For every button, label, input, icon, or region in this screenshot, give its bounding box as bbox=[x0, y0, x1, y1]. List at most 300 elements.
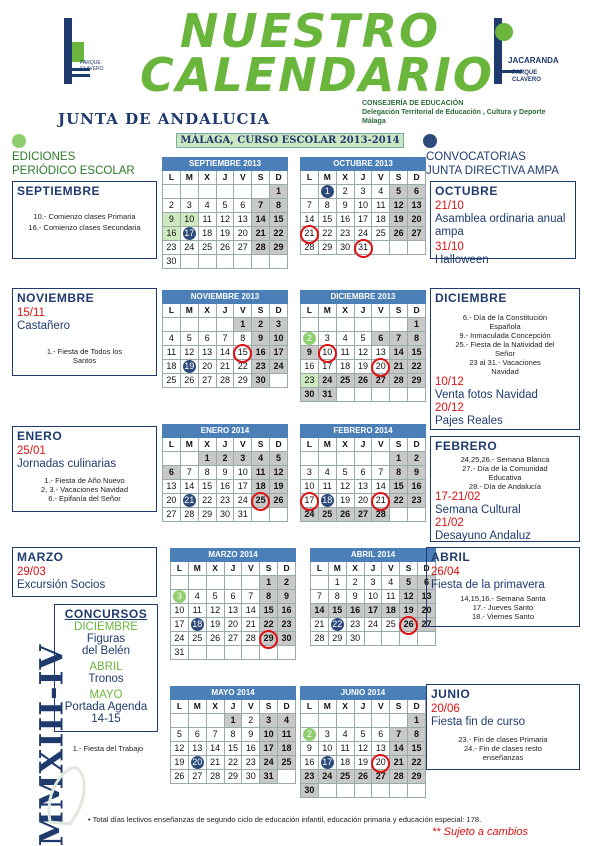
weekday-header: X bbox=[336, 304, 354, 318]
box-junio bbox=[426, 684, 580, 770]
legend-right bbox=[426, 150, 559, 178]
empty-cell bbox=[336, 388, 354, 402]
weekday-header: X bbox=[336, 171, 354, 185]
day-cell: 11 bbox=[336, 346, 354, 360]
calendar-month bbox=[170, 548, 296, 661]
day-cell: 29 bbox=[328, 632, 346, 646]
day-cell: 20 bbox=[234, 227, 252, 241]
course-banner: MÁLAGA, CURSO ESCOLAR 2013-2014 bbox=[176, 133, 404, 148]
day-cell: 17 bbox=[318, 360, 336, 374]
day-cell: 20 bbox=[408, 213, 426, 227]
empty-cell bbox=[354, 784, 372, 798]
month-name: MAYO 2014 bbox=[171, 687, 296, 700]
day-cell: 19 bbox=[354, 756, 372, 770]
weekday-header: D bbox=[408, 171, 426, 185]
day-cell: 1 bbox=[198, 452, 216, 466]
day-cell: 2 bbox=[252, 318, 270, 332]
day-cell: 8 bbox=[234, 332, 252, 346]
day-cell: 30 bbox=[336, 241, 354, 255]
event-text: Fiesta fin de curso bbox=[431, 716, 525, 728]
day-cell: 25 bbox=[318, 508, 336, 522]
day-cell: 2 bbox=[163, 199, 181, 213]
calendar-month bbox=[300, 157, 426, 270]
box-item: 17.- Jueves Santo bbox=[472, 603, 534, 612]
empty-cell bbox=[301, 185, 319, 199]
day-cell: 6 bbox=[234, 199, 252, 213]
day-cell: 30 bbox=[278, 632, 296, 646]
empty-cell bbox=[372, 318, 390, 332]
weekday-header: S bbox=[390, 700, 408, 714]
box-diciembre bbox=[430, 288, 580, 430]
day-cell: 23 bbox=[346, 618, 364, 632]
day-cell: 24 bbox=[364, 618, 382, 632]
day-cell: 3 bbox=[260, 714, 278, 728]
day-cell: 25 bbox=[198, 241, 216, 255]
day-cell: 17 bbox=[260, 742, 278, 756]
day-cell: 2 bbox=[216, 452, 234, 466]
event-text: Desayuno Andaluz bbox=[435, 530, 531, 542]
day-cell: 28 bbox=[311, 632, 329, 646]
empty-cell bbox=[278, 770, 296, 784]
day-cell: 12 bbox=[354, 742, 372, 756]
day-cell: 10 bbox=[260, 728, 278, 742]
box-marzo bbox=[12, 547, 157, 597]
empty-cell bbox=[408, 784, 426, 798]
day-cell: 14 bbox=[242, 604, 260, 618]
day-cell: 3 bbox=[270, 318, 288, 332]
calendar-month bbox=[300, 424, 426, 537]
day-cell: 14 bbox=[372, 480, 390, 494]
day-cell: 20 bbox=[224, 618, 242, 632]
day-cell: 21 bbox=[372, 494, 390, 508]
day-cell: 17 bbox=[270, 346, 288, 360]
event-date: 15/11 bbox=[17, 307, 45, 319]
legend-left-line: EDICIONES bbox=[12, 151, 76, 163]
mayo-item: 1.- Fiesta del Trabajo bbox=[72, 744, 144, 753]
day-cell: 28 bbox=[252, 241, 270, 255]
day-cell: 1 bbox=[408, 714, 426, 728]
day-cell: 23 bbox=[163, 241, 181, 255]
weekday-header: J bbox=[354, 438, 372, 452]
day-cell: 4 bbox=[382, 576, 400, 590]
box-title: SEPTIEMBRE bbox=[17, 184, 101, 198]
day-cell: 1 bbox=[260, 576, 278, 590]
box-title: NOVIEMBRE bbox=[17, 291, 95, 305]
day-cell: 26 bbox=[336, 508, 354, 522]
event-date: 25/01 bbox=[17, 445, 46, 457]
day-cell: 1 bbox=[224, 714, 242, 728]
day-cell: 26 bbox=[354, 770, 372, 784]
box-title: ABRIL bbox=[431, 550, 471, 564]
day-cell: 6 bbox=[163, 466, 181, 480]
day-cell: 4 bbox=[336, 728, 354, 742]
day-cell: 4 bbox=[278, 714, 296, 728]
empty-cell bbox=[390, 241, 408, 255]
day-cell: 16 bbox=[242, 742, 260, 756]
weekday-header: L bbox=[311, 562, 329, 576]
day-cell: 31 bbox=[318, 388, 336, 402]
empty-cell bbox=[336, 318, 354, 332]
day-cell: 27 bbox=[198, 374, 216, 388]
day-cell: 31 bbox=[234, 508, 252, 522]
day-cell: 5 bbox=[400, 576, 418, 590]
day-cell: 5 bbox=[270, 452, 288, 466]
weekday-header: D bbox=[278, 700, 296, 714]
day-cell: 3 bbox=[354, 185, 372, 199]
day-cell: 16 bbox=[301, 756, 319, 770]
day-cell: 7 bbox=[252, 199, 270, 213]
empty-cell bbox=[311, 576, 329, 590]
weekday-header: M bbox=[180, 171, 198, 185]
day-cell: 1 bbox=[390, 452, 408, 466]
day-cell: 2 bbox=[278, 576, 296, 590]
day-cell: 26 bbox=[400, 618, 418, 632]
day-cell: 19 bbox=[180, 360, 198, 374]
day-cell: 12 bbox=[336, 480, 354, 494]
box-item: 27.- Día de la Comunidad Educativa bbox=[462, 464, 548, 482]
day-cell: 9 bbox=[163, 213, 181, 227]
day-cell: 31 bbox=[354, 241, 372, 255]
day-cell: 10 bbox=[364, 590, 382, 604]
empty-cell bbox=[216, 185, 234, 199]
day-cell: 20 bbox=[418, 604, 436, 618]
weekday-header: V bbox=[234, 171, 252, 185]
day-cell: 23 bbox=[301, 374, 319, 388]
empty-cell bbox=[354, 714, 372, 728]
day-cell: 8 bbox=[390, 466, 408, 480]
day-cell: 1 bbox=[318, 185, 336, 199]
day-cell: 3 bbox=[318, 332, 336, 346]
month-name: JUNIO 2014 bbox=[301, 687, 426, 700]
day-cell: 13 bbox=[408, 199, 426, 213]
weekday-header: L bbox=[163, 304, 181, 318]
school-logo-left-text: PARQUE CLAVERO bbox=[80, 60, 104, 72]
weekday-header: J bbox=[216, 304, 234, 318]
concurso-month: MAYO bbox=[89, 689, 123, 701]
box-octubre bbox=[430, 181, 576, 266]
day-cell: 9 bbox=[346, 590, 364, 604]
empty-cell bbox=[408, 388, 426, 402]
day-cell: 21 bbox=[311, 618, 329, 632]
day-cell: 7 bbox=[206, 728, 224, 742]
weekday-header: M bbox=[188, 700, 206, 714]
empty-cell bbox=[198, 255, 216, 269]
weekday-header: V bbox=[372, 171, 390, 185]
day-cell: 8 bbox=[224, 728, 242, 742]
day-cell: 12 bbox=[206, 604, 224, 618]
box-item: 28.- Día de Andalucía bbox=[468, 482, 542, 491]
day-cell: 6 bbox=[372, 728, 390, 742]
event-text: Semana Cultural bbox=[435, 504, 521, 516]
day-cell: 4 bbox=[372, 185, 390, 199]
weekday-header: M bbox=[328, 562, 346, 576]
day-cell: 28 bbox=[390, 770, 408, 784]
day-cell: 9 bbox=[301, 742, 319, 756]
weekday-header: J bbox=[224, 700, 242, 714]
weekday-header: X bbox=[198, 171, 216, 185]
day-cell: 4 bbox=[252, 452, 270, 466]
day-cell: 15 bbox=[408, 346, 426, 360]
day-cell: 13 bbox=[418, 590, 436, 604]
day-cell: 19 bbox=[206, 618, 224, 632]
box-noviembre bbox=[12, 288, 157, 376]
weekday-header: L bbox=[301, 700, 319, 714]
weekday-header: S bbox=[390, 304, 408, 318]
weekday-header: L bbox=[163, 438, 181, 452]
ampa-logo-right bbox=[488, 14, 559, 92]
day-cell: 9 bbox=[216, 466, 234, 480]
box-item: 24.- Fin de clases resto enseñanzas bbox=[464, 744, 542, 762]
day-cell: 7 bbox=[390, 332, 408, 346]
empty-cell bbox=[372, 388, 390, 402]
day-cell: 26 bbox=[216, 241, 234, 255]
day-cell: 28 bbox=[206, 770, 224, 784]
day-cell: 7 bbox=[242, 590, 260, 604]
concurso-text: Figuras bbox=[86, 633, 126, 645]
day-cell: 5 bbox=[390, 185, 408, 199]
weekday-header: L bbox=[301, 304, 319, 318]
day-cell: 6 bbox=[224, 590, 242, 604]
concurso-month: DICIEMBRE bbox=[74, 621, 138, 633]
legend-right-line: CONVOCATORIAS bbox=[426, 151, 526, 163]
day-cell: 10 bbox=[354, 199, 372, 213]
weekday-header: S bbox=[390, 438, 408, 452]
calendar-month bbox=[162, 157, 288, 270]
day-cell: 30 bbox=[301, 784, 319, 798]
day-cell: 25 bbox=[163, 374, 181, 388]
empty-cell bbox=[390, 318, 408, 332]
day-cell: 2 bbox=[346, 576, 364, 590]
weekday-header: J bbox=[216, 438, 234, 452]
day-cell: 5 bbox=[216, 199, 234, 213]
weekday-header: V bbox=[234, 438, 252, 452]
day-cell: 18 bbox=[198, 227, 216, 241]
weekday-header: L bbox=[171, 562, 189, 576]
event-date: 21/02 bbox=[435, 517, 464, 529]
day-cell: 9 bbox=[278, 590, 296, 604]
empty-cell bbox=[408, 508, 426, 522]
day-cell: 27 bbox=[163, 508, 181, 522]
weekday-header: D bbox=[418, 562, 436, 576]
empty-cell bbox=[234, 185, 252, 199]
day-cell: 16 bbox=[336, 213, 354, 227]
day-cell: 30 bbox=[163, 255, 181, 269]
day-cell: 27 bbox=[408, 227, 426, 241]
consejeria bbox=[362, 99, 545, 126]
day-cell: 22 bbox=[224, 756, 242, 770]
month-name: OCTUBRE 2013 bbox=[301, 158, 426, 171]
month-name: SEPTIEMBRE 2013 bbox=[163, 158, 288, 171]
day-cell: 27 bbox=[418, 618, 436, 632]
empty-cell bbox=[252, 255, 270, 269]
empty-cell bbox=[206, 646, 224, 660]
day-cell: 18 bbox=[336, 360, 354, 374]
weekday-header: J bbox=[354, 700, 372, 714]
box-title: DICIEMBRE bbox=[435, 291, 507, 305]
day-cell: 25 bbox=[372, 227, 390, 241]
day-cell: 18 bbox=[382, 604, 400, 618]
weekday-header: S bbox=[252, 304, 270, 318]
day-cell: 5 bbox=[354, 728, 372, 742]
event-text: Venta fotos Navidad bbox=[435, 389, 538, 401]
day-cell: 22 bbox=[328, 618, 346, 632]
day-cell: 25 bbox=[336, 770, 354, 784]
empty-cell bbox=[318, 452, 336, 466]
day-cell: 11 bbox=[278, 728, 296, 742]
day-cell: 23 bbox=[408, 494, 426, 508]
empty-cell bbox=[372, 784, 390, 798]
day-cell: 11 bbox=[252, 466, 270, 480]
day-cell: 9 bbox=[336, 199, 354, 213]
weekday-header: L bbox=[163, 171, 181, 185]
day-cell: 18 bbox=[163, 360, 181, 374]
day-cell: 21 bbox=[390, 360, 408, 374]
green-dot-icon bbox=[12, 134, 26, 148]
box-item: 2, 3.- Vacaciones Navidad bbox=[41, 485, 128, 494]
empty-cell bbox=[171, 576, 189, 590]
weekday-header: S bbox=[390, 171, 408, 185]
ampa-logo-text-2: PARQUE bbox=[512, 70, 538, 76]
day-cell: 11 bbox=[382, 590, 400, 604]
box-title: ENERO bbox=[17, 429, 63, 443]
concurso-text: Tronos bbox=[88, 673, 124, 685]
day-cell: 4 bbox=[163, 332, 181, 346]
empty-cell bbox=[390, 388, 408, 402]
weekday-header: V bbox=[372, 700, 390, 714]
day-cell: 29 bbox=[234, 374, 252, 388]
day-cell: 3 bbox=[171, 590, 189, 604]
empty-cell bbox=[372, 714, 390, 728]
day-cell: 5 bbox=[354, 332, 372, 346]
day-cell: 17 bbox=[234, 480, 252, 494]
box-item: 25.- Fiesta de la Natividad del Señor bbox=[455, 340, 555, 358]
day-cell: 21 bbox=[206, 756, 224, 770]
empty-cell bbox=[336, 452, 354, 466]
box-abril bbox=[426, 547, 580, 627]
day-cell: 21 bbox=[180, 494, 198, 508]
day-cell: 18 bbox=[372, 213, 390, 227]
event-date: 26/04 bbox=[431, 566, 460, 578]
day-cell: 11 bbox=[188, 604, 206, 618]
day-cell: 30 bbox=[301, 388, 319, 402]
empty-cell bbox=[278, 646, 296, 660]
empty-cell bbox=[242, 646, 260, 660]
weekday-header: V bbox=[234, 304, 252, 318]
day-cell: 23 bbox=[301, 770, 319, 784]
weekday-header: X bbox=[198, 304, 216, 318]
weekday-header: S bbox=[260, 562, 278, 576]
day-cell: 31 bbox=[260, 770, 278, 784]
day-cell: 16 bbox=[216, 480, 234, 494]
weekday-header: J bbox=[354, 304, 372, 318]
weekday-header: S bbox=[252, 171, 270, 185]
box-item: 1.- Fiesta de Todos los Santos bbox=[46, 347, 123, 365]
day-cell: 26 bbox=[390, 227, 408, 241]
weekday-header: D bbox=[408, 700, 426, 714]
day-cell: 18 bbox=[278, 742, 296, 756]
calendar-month bbox=[300, 686, 426, 799]
day-cell: 21 bbox=[242, 618, 260, 632]
event-date: 10/12 bbox=[435, 376, 464, 388]
day-cell: 16 bbox=[163, 227, 181, 241]
empty-cell bbox=[372, 241, 390, 255]
day-cell: 11 bbox=[318, 480, 336, 494]
day-cell: 15 bbox=[260, 604, 278, 618]
month-name: ABRIL 2014 bbox=[311, 549, 436, 562]
day-cell: 18 bbox=[188, 618, 206, 632]
empty-cell bbox=[354, 452, 372, 466]
day-cell: 6 bbox=[188, 728, 206, 742]
weekday-header: S bbox=[252, 438, 270, 452]
box-item: 10.- Comienzo clases Primaria bbox=[33, 212, 136, 221]
day-cell: 11 bbox=[163, 346, 181, 360]
day-cell: 12 bbox=[354, 346, 372, 360]
day-cell: 14 bbox=[180, 480, 198, 494]
day-cell: 28 bbox=[216, 374, 234, 388]
day-cell: 29 bbox=[408, 374, 426, 388]
box-title: OCTUBRE bbox=[435, 184, 498, 198]
day-cell: 25 bbox=[252, 494, 270, 508]
day-cell: 9 bbox=[301, 346, 319, 360]
weekday-header: X bbox=[206, 700, 224, 714]
empty-cell bbox=[188, 646, 206, 660]
weekday-header: L bbox=[301, 438, 319, 452]
empty-cell bbox=[390, 508, 408, 522]
day-cell: 8 bbox=[318, 199, 336, 213]
day-cell: 28 bbox=[180, 508, 198, 522]
day-cell: 21 bbox=[301, 227, 319, 241]
box-item: 16.- Comienzo clases Secundaria bbox=[28, 223, 141, 232]
concurso-text: Portada Agenda bbox=[64, 701, 148, 713]
empty-cell bbox=[354, 318, 372, 332]
calendar-month bbox=[162, 424, 288, 537]
day-cell: 20 bbox=[188, 756, 206, 770]
legend-left bbox=[12, 150, 135, 178]
day-cell: 28 bbox=[372, 508, 390, 522]
day-cell: 25 bbox=[278, 756, 296, 770]
day-cell: 10 bbox=[301, 480, 319, 494]
day-cell: 6 bbox=[372, 332, 390, 346]
day-cell: 30 bbox=[216, 508, 234, 522]
day-cell: 30 bbox=[346, 632, 364, 646]
empty-cell bbox=[163, 452, 181, 466]
day-cell: 4 bbox=[198, 199, 216, 213]
empty-cell bbox=[354, 388, 372, 402]
day-cell: 22 bbox=[270, 227, 288, 241]
day-cell: 26 bbox=[206, 632, 224, 646]
day-cell: 29 bbox=[224, 770, 242, 784]
day-cell: 29 bbox=[270, 241, 288, 255]
junta-label: JUNTA DE ANDALUCIA bbox=[58, 110, 271, 128]
day-cell: 24 bbox=[354, 227, 372, 241]
day-cell: 30 bbox=[242, 770, 260, 784]
day-cell: 22 bbox=[318, 227, 336, 241]
day-cell: 26 bbox=[171, 770, 189, 784]
weekday-header: D bbox=[408, 304, 426, 318]
day-cell: 17 bbox=[364, 604, 382, 618]
ampa-logo-text-3: CLAVERO bbox=[512, 77, 541, 83]
weekday-header: V bbox=[382, 562, 400, 576]
day-cell: 8 bbox=[328, 590, 346, 604]
day-cell: 16 bbox=[301, 360, 319, 374]
day-cell: 29 bbox=[260, 632, 278, 646]
day-cell: 5 bbox=[171, 728, 189, 742]
day-cell: 22 bbox=[408, 756, 426, 770]
weekday-header: M bbox=[318, 304, 336, 318]
consejeria-line: Delegación Territorial de Educación , Cultura y Deporte bbox=[362, 109, 546, 116]
month-name: DICIEMBRE 2013 bbox=[301, 291, 426, 304]
empty-cell bbox=[408, 241, 426, 255]
